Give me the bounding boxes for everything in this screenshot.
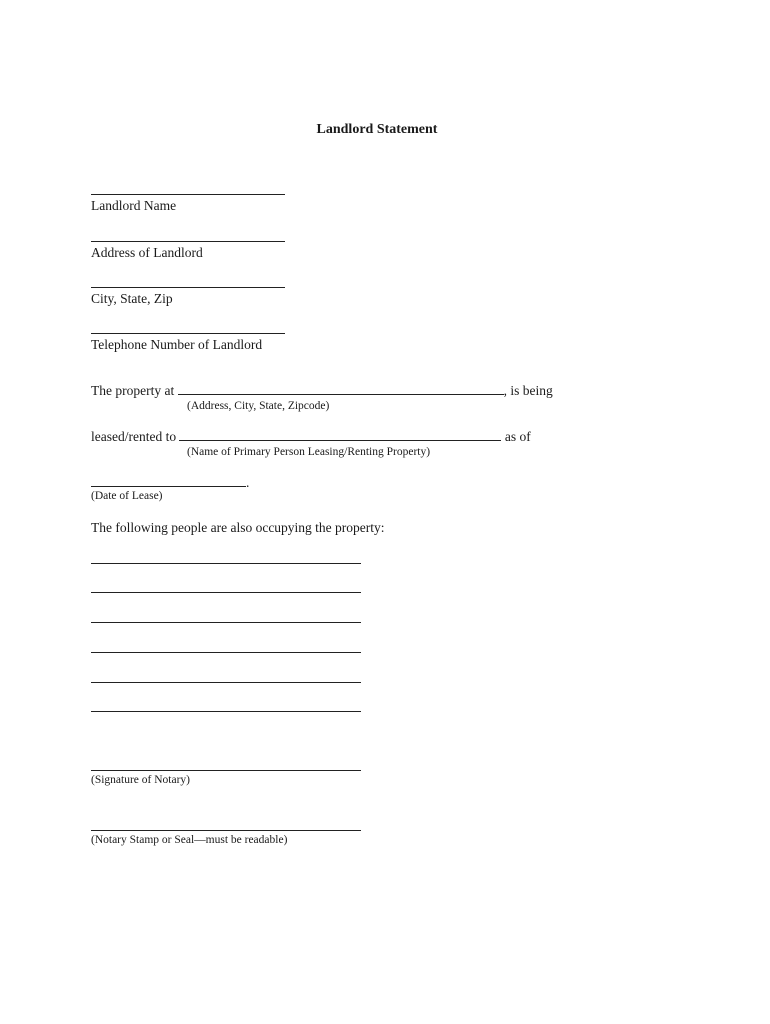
leased-sentence — [91, 429, 531, 445]
city-state-zip-line[interactable] — [91, 287, 285, 288]
occupant-line[interactable] — [91, 622, 361, 623]
date-hint: (Date of Lease) — [91, 490, 163, 502]
date-suffix: . — [246, 475, 250, 490]
date-of-lease-line[interactable] — [91, 476, 246, 487]
landlord-address-line[interactable] — [91, 241, 285, 242]
occupants-label: The following people are also occupying the property: — [91, 520, 385, 535]
leased-prefix: leased/rented to — [91, 429, 177, 444]
page-title: Landlord Statement — [316, 122, 438, 137]
telephone-line[interactable] — [91, 333, 285, 334]
telephone-label: Telephone Number of Landlord — [91, 337, 263, 352]
occupant-line[interactable] — [91, 592, 361, 593]
occupant-line[interactable] — [91, 711, 361, 712]
leased-suffix: as of — [504, 429, 531, 444]
property-sentence — [91, 383, 553, 399]
property-address-line[interactable] — [178, 384, 504, 395]
landlord-name-line[interactable] — [91, 194, 285, 195]
occupant-line[interactable] — [91, 563, 361, 564]
landlord-address-label: Address of Landlord — [91, 245, 203, 260]
date-sentence — [91, 475, 249, 491]
property-hint: (Address, City, State, Zipcode) — [187, 400, 330, 412]
leased-hint: (Name of Primary Person Leasing/Renting Property) — [187, 446, 431, 458]
occupant-line[interactable] — [91, 652, 361, 653]
landlord-name-label: Landlord Name — [91, 198, 177, 213]
primary-person-line[interactable] — [179, 430, 501, 441]
occupant-line[interactable] — [91, 682, 361, 683]
city-state-zip-label: City, State, Zip — [91, 291, 173, 306]
property-prefix: The property at — [91, 383, 175, 398]
notary-signature-hint: (Signature of Notary) — [91, 774, 190, 786]
notary-stamp-hint: (Notary Stamp or Seal—must be readable) — [91, 834, 288, 846]
notary-stamp-line[interactable] — [91, 830, 361, 831]
property-suffix: , is being — [503, 383, 553, 398]
notary-signature-line[interactable] — [91, 770, 361, 771]
